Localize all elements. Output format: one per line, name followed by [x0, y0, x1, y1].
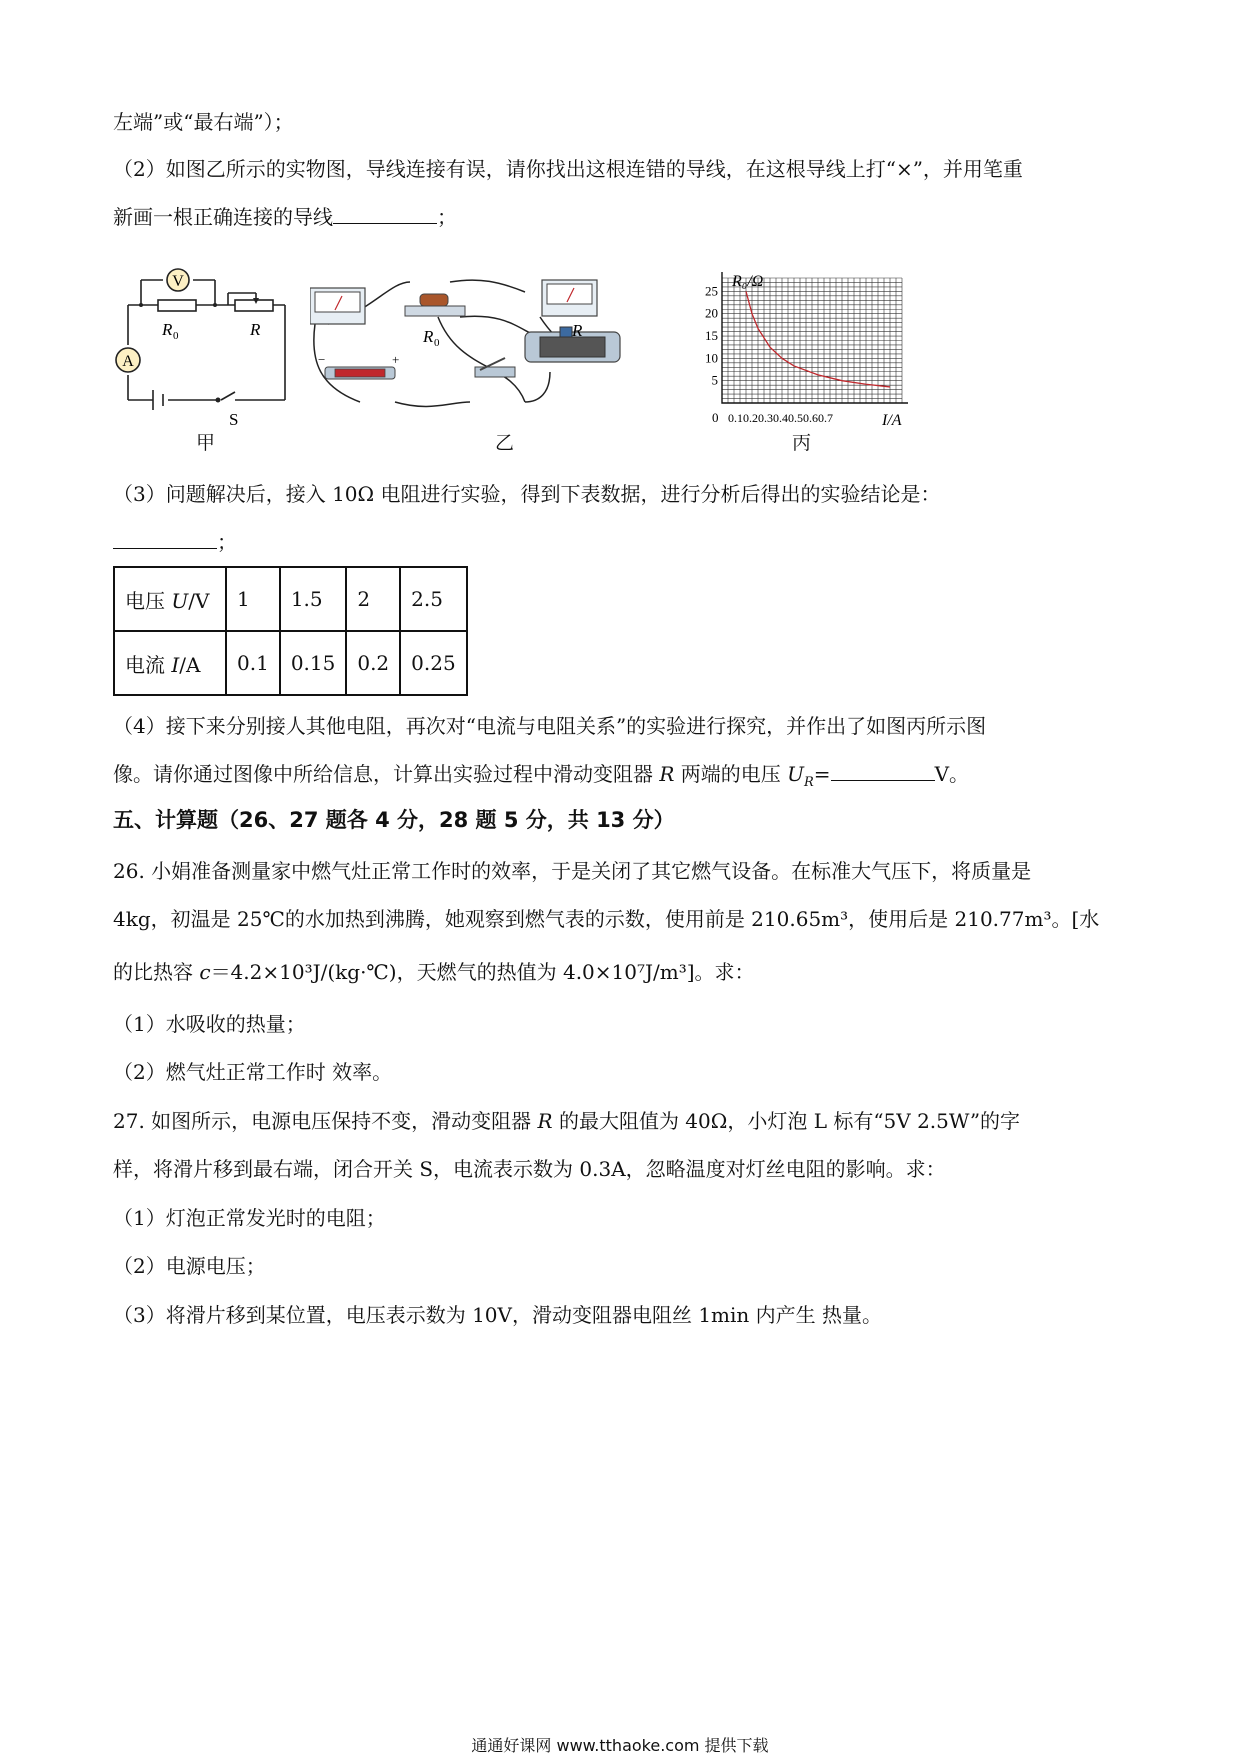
chart-ticks — [705, 283, 718, 387]
text-line-5 — [113, 528, 237, 556]
r0-label: R — [162, 320, 173, 339]
text-line-4: （3）问题解决后，接入 10Ω 电阻进行实验，得到下表数据，进行分析后得出的实验结论是： — [113, 482, 941, 506]
y-tick-label: 10 — [705, 350, 718, 366]
q26-line-2: 4kg，初温是 25℃的水加热到沸腾，她观察到燃气表的示数，使用前是 210.65m³，使用后是 210.77m³。[水 — [113, 907, 1100, 931]
text-segment: 像。请你通过图像中所给信息，计算出实验过程中滑动变阻器 — [113, 762, 660, 786]
q27-line-1 — [113, 1107, 1020, 1135]
chart-x-tick-labels: 0.10.20.30.40.50.60.7 — [728, 411, 833, 425]
label-unit: /A — [179, 652, 201, 677]
label-variable: I — [171, 652, 180, 677]
q26-line-5: （2）燃气灶正常工作时 效率。 — [113, 1060, 393, 1084]
data-table — [113, 566, 468, 696]
q27-line-3: （1）灯泡正常发光时的电阻； — [113, 1206, 386, 1230]
text-segment: 的比热容 — [113, 960, 200, 984]
answer-blank[interactable] — [113, 528, 217, 549]
table-cell: 0.1 — [226, 631, 280, 695]
text-segment: 新画一根正确连接的导线 — [113, 205, 333, 229]
r0-subscript: 0 — [434, 337, 440, 349]
text-line-1: 左端”或“最右端”）； — [113, 110, 294, 134]
switch-label: S — [229, 410, 239, 425]
y-tick-label: 15 — [705, 328, 718, 344]
voltmeter-label: V — [172, 273, 184, 290]
text-segment: V。 — [934, 762, 970, 786]
variable-u: U — [787, 762, 804, 786]
q26-line-4: （1）水吸收的热量； — [113, 1012, 306, 1036]
chart-y-axis-label: R₀/Ω — [732, 273, 764, 290]
label-unit: /V — [188, 588, 210, 613]
battery-minus-label: − — [318, 352, 326, 367]
chart-grid — [722, 278, 902, 403]
answer-blank[interactable] — [333, 203, 437, 224]
answer-blank[interactable] — [831, 760, 935, 781]
text-segment: ； — [437, 205, 457, 229]
ammeter-label: A — [122, 353, 134, 370]
q26-line-1: 26. 小娟准备测量家中燃气灶正常工作时的效率，于是关闭了其它燃气设备。在标准大气压下，将质量是 — [113, 859, 1032, 883]
text-segment: ； — [217, 530, 237, 554]
figure-label-jia: 甲 — [196, 432, 216, 454]
physical-circuit-yi — [310, 272, 630, 432]
table-cell: 0.15 — [280, 631, 347, 695]
text-line-2: （2）如图乙所示的实物图，导线连接有误，请你找出这根连错的导线，在这根导线上打“×”，并用笔重 — [113, 157, 1023, 181]
text-segment: 27. 如图所示，电源电压保持不变，滑动变阻器 — [113, 1109, 538, 1133]
text-segment: = — [813, 762, 831, 786]
table-row-label — [114, 631, 226, 695]
text-line-7 — [113, 760, 969, 797]
y-tick-label: 5 — [711, 372, 718, 388]
text-segment: 两端的电压 — [674, 762, 788, 786]
y-tick-label: 20 — [705, 305, 718, 321]
variable-r: R — [659, 762, 675, 786]
q27-line-5: （3）将滑片移到某位置，电压表示数为 10V，滑动变阻器电阻丝 1min 内产生 热量。 — [113, 1303, 883, 1327]
section-heading: 五、计算题（26、27 题各 4 分，28 题 5 分，共 13 分） — [113, 808, 675, 832]
circuit-diagram-jia — [113, 255, 293, 425]
label-variable: U — [171, 588, 189, 613]
rheostat-label: R — [572, 321, 583, 340]
figure-label-yi: 乙 — [495, 432, 515, 454]
y-tick-label: 25 — [705, 283, 718, 299]
variable-c: c — [199, 960, 211, 984]
figure-label-bing: 丙 — [792, 432, 812, 454]
chart-x-axis-label: I/A — [882, 412, 902, 429]
q27-line-2: 样，将滑片移到最右端，闭合开关 S，电流表示数为 0.3A，忽略温度对灯丝电阻的影响。求： — [113, 1157, 946, 1181]
footer-watermark: 通通好课网 www.tthaoke.com 提供下载 — [471, 1736, 769, 1755]
label-text: 电压 — [125, 588, 172, 613]
table-row — [114, 631, 467, 695]
table-cell: 1 — [226, 567, 280, 631]
table-cell: 1.5 — [280, 567, 347, 631]
table-cell: 0.25 — [400, 631, 467, 695]
battery-plus-label: + — [392, 352, 400, 367]
r0-current-chart — [690, 268, 930, 438]
table-row-label — [114, 567, 226, 631]
text-line-6: （4）接下来分别接人其他电阻，再次对“电流与电阻关系”的实验进行探究，并作出了如图丙所示图 — [113, 714, 987, 738]
table-cell: 0.2 — [346, 631, 400, 695]
q27-line-4: （2）电源电压； — [113, 1254, 266, 1278]
variable-r: R — [537, 1109, 553, 1133]
table-row — [114, 567, 467, 631]
q26-line-3 — [113, 958, 755, 986]
text-segment: 的最大阻值为 40Ω，小灯泡 L 标有“5V 2.5W”的字 — [552, 1109, 1021, 1133]
r0-label: R — [423, 327, 434, 346]
variable-subscript: R — [804, 775, 814, 790]
text-segment: ＝4.2×10³J/(kg·℃)，天燃气的热值为 4.0×10⁷J/m³]。求： — [210, 960, 755, 984]
chart-origin-label: 0 — [712, 410, 719, 425]
table-cell: 2 — [346, 567, 400, 631]
label-text: 电流 — [125, 652, 172, 677]
r0-subscript: 0 — [173, 330, 179, 342]
r-label: R — [250, 320, 261, 339]
text-line-3 — [113, 203, 457, 231]
table-cell: 2.5 — [400, 567, 467, 631]
